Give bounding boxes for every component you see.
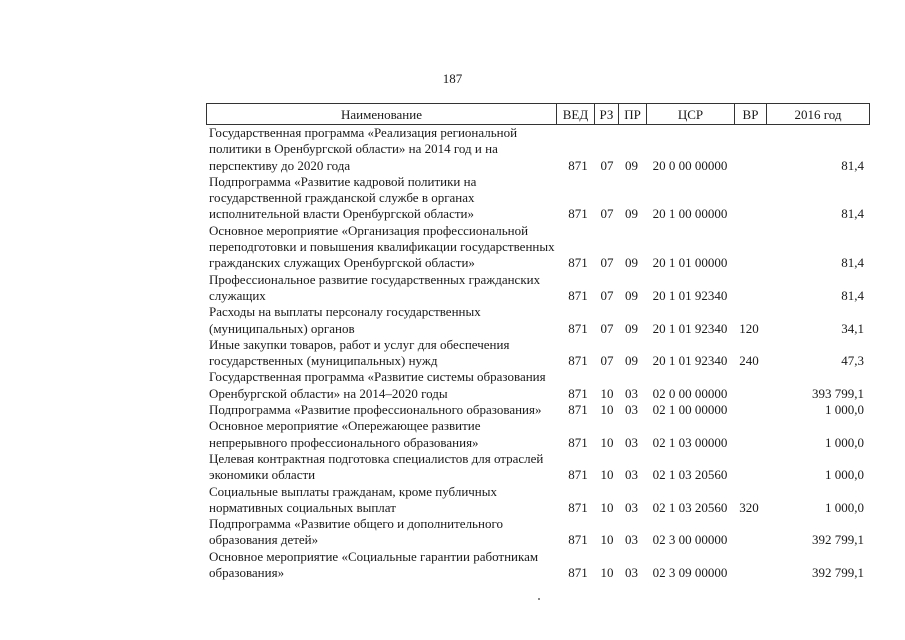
row-name bbox=[209, 402, 554, 418]
row-pr: 03 bbox=[625, 402, 638, 418]
row-amount: 34,1 bbox=[841, 320, 864, 336]
header-year: 2016 год bbox=[794, 107, 842, 122]
row-name-line: образования» bbox=[209, 565, 285, 581]
row-ved: 871 bbox=[568, 157, 588, 173]
row-ved: 871 bbox=[568, 320, 588, 336]
row-name-line: гражданских служащих Оренбургской области» bbox=[209, 255, 475, 271]
row-name-line: государственной гражданской службе в органах bbox=[209, 190, 475, 206]
row-ved: 871 bbox=[568, 402, 588, 418]
row-rz: 07 bbox=[600, 255, 614, 271]
row-rz: 10 bbox=[600, 385, 614, 401]
table-body bbox=[206, 125, 870, 581]
table-row bbox=[206, 451, 870, 484]
scan-speck bbox=[538, 598, 540, 600]
row-pr: 03 bbox=[625, 385, 638, 401]
table-row bbox=[206, 549, 870, 582]
row-csr: 20 1 01 92340 bbox=[652, 287, 728, 303]
row-amount: 1 000,0 bbox=[825, 499, 864, 515]
row-ved: 871 bbox=[568, 434, 588, 450]
page-number: 187 bbox=[442, 71, 463, 86]
table-row bbox=[206, 516, 870, 549]
row-csr: 20 1 01 92340 bbox=[652, 320, 728, 336]
row-rz: 07 bbox=[600, 353, 614, 369]
row-name-line: Подпрограмма «Развитие профессионального образования» bbox=[209, 402, 542, 418]
row-pr: 03 bbox=[625, 532, 638, 548]
row-name bbox=[209, 174, 554, 223]
row-ved: 871 bbox=[568, 287, 588, 303]
row-rz: 07 bbox=[600, 157, 614, 173]
row-csr: 02 3 00 00000 bbox=[652, 532, 728, 548]
row-name bbox=[209, 304, 554, 337]
row-name-line: Основное мероприятие «Организация профессиональной bbox=[209, 222, 529, 238]
table-header bbox=[206, 103, 870, 125]
row-name-line: (муниципальных) органов bbox=[209, 320, 355, 336]
row-vr: 240 bbox=[739, 353, 759, 369]
row-csr: 20 0 00 00000 bbox=[652, 157, 728, 173]
row-name bbox=[209, 549, 554, 582]
table-row bbox=[206, 223, 870, 272]
header-vr: ВР bbox=[735, 104, 767, 124]
row-amount: 1 000,0 bbox=[825, 467, 864, 483]
row-name-line: Подпрограмма «Развитие общего и дополнительного bbox=[209, 516, 503, 532]
row-ved: 871 bbox=[568, 565, 588, 581]
row-amount: 392 799,1 bbox=[812, 565, 864, 581]
row-csr: 02 0 00 00000 bbox=[652, 385, 728, 401]
row-ved: 871 bbox=[568, 206, 588, 222]
row-name-line: Основное мероприятие «Опережающее развитие bbox=[209, 418, 481, 434]
header-name: Наименование bbox=[207, 104, 557, 124]
row-name bbox=[209, 369, 554, 402]
row-csr: 20 1 00 00000 bbox=[652, 206, 728, 222]
row-name-line: образования детей» bbox=[209, 532, 319, 548]
row-rz: 10 bbox=[600, 532, 614, 548]
row-vr: 120 bbox=[739, 320, 759, 336]
row-csr: 02 1 03 00000 bbox=[652, 434, 728, 450]
row-name-line: Целевая контрактная подготовка специалистов для отраслей bbox=[209, 450, 544, 466]
row-rz: 10 bbox=[600, 434, 614, 450]
table-row bbox=[206, 304, 870, 337]
row-name-line: Подпрограмма «Развитие кадровой политики на bbox=[209, 173, 477, 189]
row-name-line: государственных (муниципальных) нужд bbox=[209, 353, 438, 369]
row-pr: 09 bbox=[625, 206, 638, 222]
row-ved: 871 bbox=[568, 499, 588, 515]
row-name bbox=[209, 484, 554, 517]
row-ved: 871 bbox=[568, 532, 588, 548]
row-name-line: непрерывного профессионального образования» bbox=[209, 434, 479, 450]
row-ved: 871 bbox=[568, 353, 588, 369]
budget-table bbox=[206, 103, 870, 581]
row-name bbox=[209, 516, 554, 549]
header-csr: ЦСР bbox=[647, 104, 735, 124]
row-vr: 320 bbox=[739, 499, 759, 515]
row-name-line: Оренбургской области» на 2014–2020 годы bbox=[209, 385, 448, 401]
row-pr: 09 bbox=[625, 353, 638, 369]
row-csr: 02 1 03 20560 bbox=[652, 499, 728, 515]
row-amount: 81,4 bbox=[841, 206, 864, 222]
row-rz: 10 bbox=[600, 565, 614, 581]
row-csr: 20 1 01 00000 bbox=[652, 255, 728, 271]
row-pr: 09 bbox=[625, 255, 638, 271]
row-name-line: Основное мероприятие «Социальные гарантии работникам bbox=[209, 548, 539, 564]
table-row bbox=[206, 418, 870, 451]
row-pr: 03 bbox=[625, 499, 638, 515]
row-amount: 47,3 bbox=[841, 353, 864, 369]
row-pr: 03 bbox=[625, 565, 638, 581]
row-name-line: Государственная программа «Реализация региональной bbox=[209, 125, 518, 140]
row-name-line: Иные закупки товаров, работ и услуг для обеспечения bbox=[209, 336, 510, 352]
row-rz: 07 bbox=[600, 320, 614, 336]
row-csr: 20 1 01 92340 bbox=[652, 353, 728, 369]
table-row bbox=[206, 272, 870, 305]
row-amount: 393 799,1 bbox=[812, 385, 864, 401]
row-name-line: политики в Оренбургской области» на 2014 год и на bbox=[209, 141, 498, 157]
header-pr: ПР bbox=[619, 104, 647, 124]
row-name bbox=[209, 418, 554, 451]
row-ved: 871 bbox=[568, 467, 588, 483]
row-name-line: Профессиональное развитие государственных гражданских bbox=[209, 271, 541, 287]
row-amount: 392 799,1 bbox=[812, 532, 864, 548]
row-rz: 07 bbox=[600, 206, 614, 222]
table-row bbox=[206, 369, 870, 402]
table-row bbox=[206, 174, 870, 223]
row-csr: 02 1 03 20560 bbox=[652, 467, 728, 483]
row-pr: 09 bbox=[625, 287, 638, 303]
row-amount: 81,4 bbox=[841, 287, 864, 303]
row-ved: 871 bbox=[568, 255, 588, 271]
row-name-line: нормативных социальных выплат bbox=[209, 499, 396, 515]
header-rz: РЗ bbox=[595, 104, 619, 124]
row-name-line: переподготовки и повышения квалификации государственных bbox=[209, 239, 555, 255]
row-pr: 09 bbox=[625, 157, 638, 173]
row-rz: 07 bbox=[600, 287, 614, 303]
table-row bbox=[206, 484, 870, 517]
row-name-line: перспективу до 2020 года bbox=[209, 157, 351, 173]
row-name bbox=[209, 272, 554, 305]
row-amount: 1 000,0 bbox=[825, 434, 864, 450]
row-pr: 09 bbox=[625, 320, 638, 336]
row-amount: 81,4 bbox=[841, 157, 864, 173]
row-amount: 1 000,0 bbox=[825, 402, 864, 418]
table-row bbox=[206, 337, 870, 370]
row-pr: 03 bbox=[625, 467, 638, 483]
row-rz: 10 bbox=[600, 467, 614, 483]
row-name bbox=[209, 337, 554, 370]
row-pr: 03 bbox=[625, 434, 638, 450]
row-name-line: Расходы на выплаты персоналу государственных bbox=[209, 304, 481, 320]
row-name-line: служащих bbox=[209, 287, 266, 303]
row-rz: 10 bbox=[600, 402, 614, 418]
table-row bbox=[206, 402, 870, 418]
row-csr: 02 1 00 00000 bbox=[652, 402, 728, 418]
row-name bbox=[209, 451, 554, 484]
row-name-line: экономики области bbox=[209, 467, 316, 483]
row-name-line: Государственная программа «Развитие системы образования bbox=[209, 369, 546, 385]
row-name-line: исполнительной власти Оренбургской области» bbox=[209, 206, 474, 222]
row-csr: 02 3 09 00000 bbox=[652, 565, 728, 581]
row-rz: 10 bbox=[600, 499, 614, 515]
row-name-line: Социальные выплаты гражданам, кроме публичных bbox=[209, 483, 497, 499]
table-row bbox=[206, 125, 870, 174]
row-amount: 81,4 bbox=[841, 255, 864, 271]
row-name bbox=[209, 125, 554, 174]
header-ved: ВЕД bbox=[557, 104, 595, 124]
row-ved: 871 bbox=[568, 385, 588, 401]
row-name bbox=[209, 223, 554, 272]
